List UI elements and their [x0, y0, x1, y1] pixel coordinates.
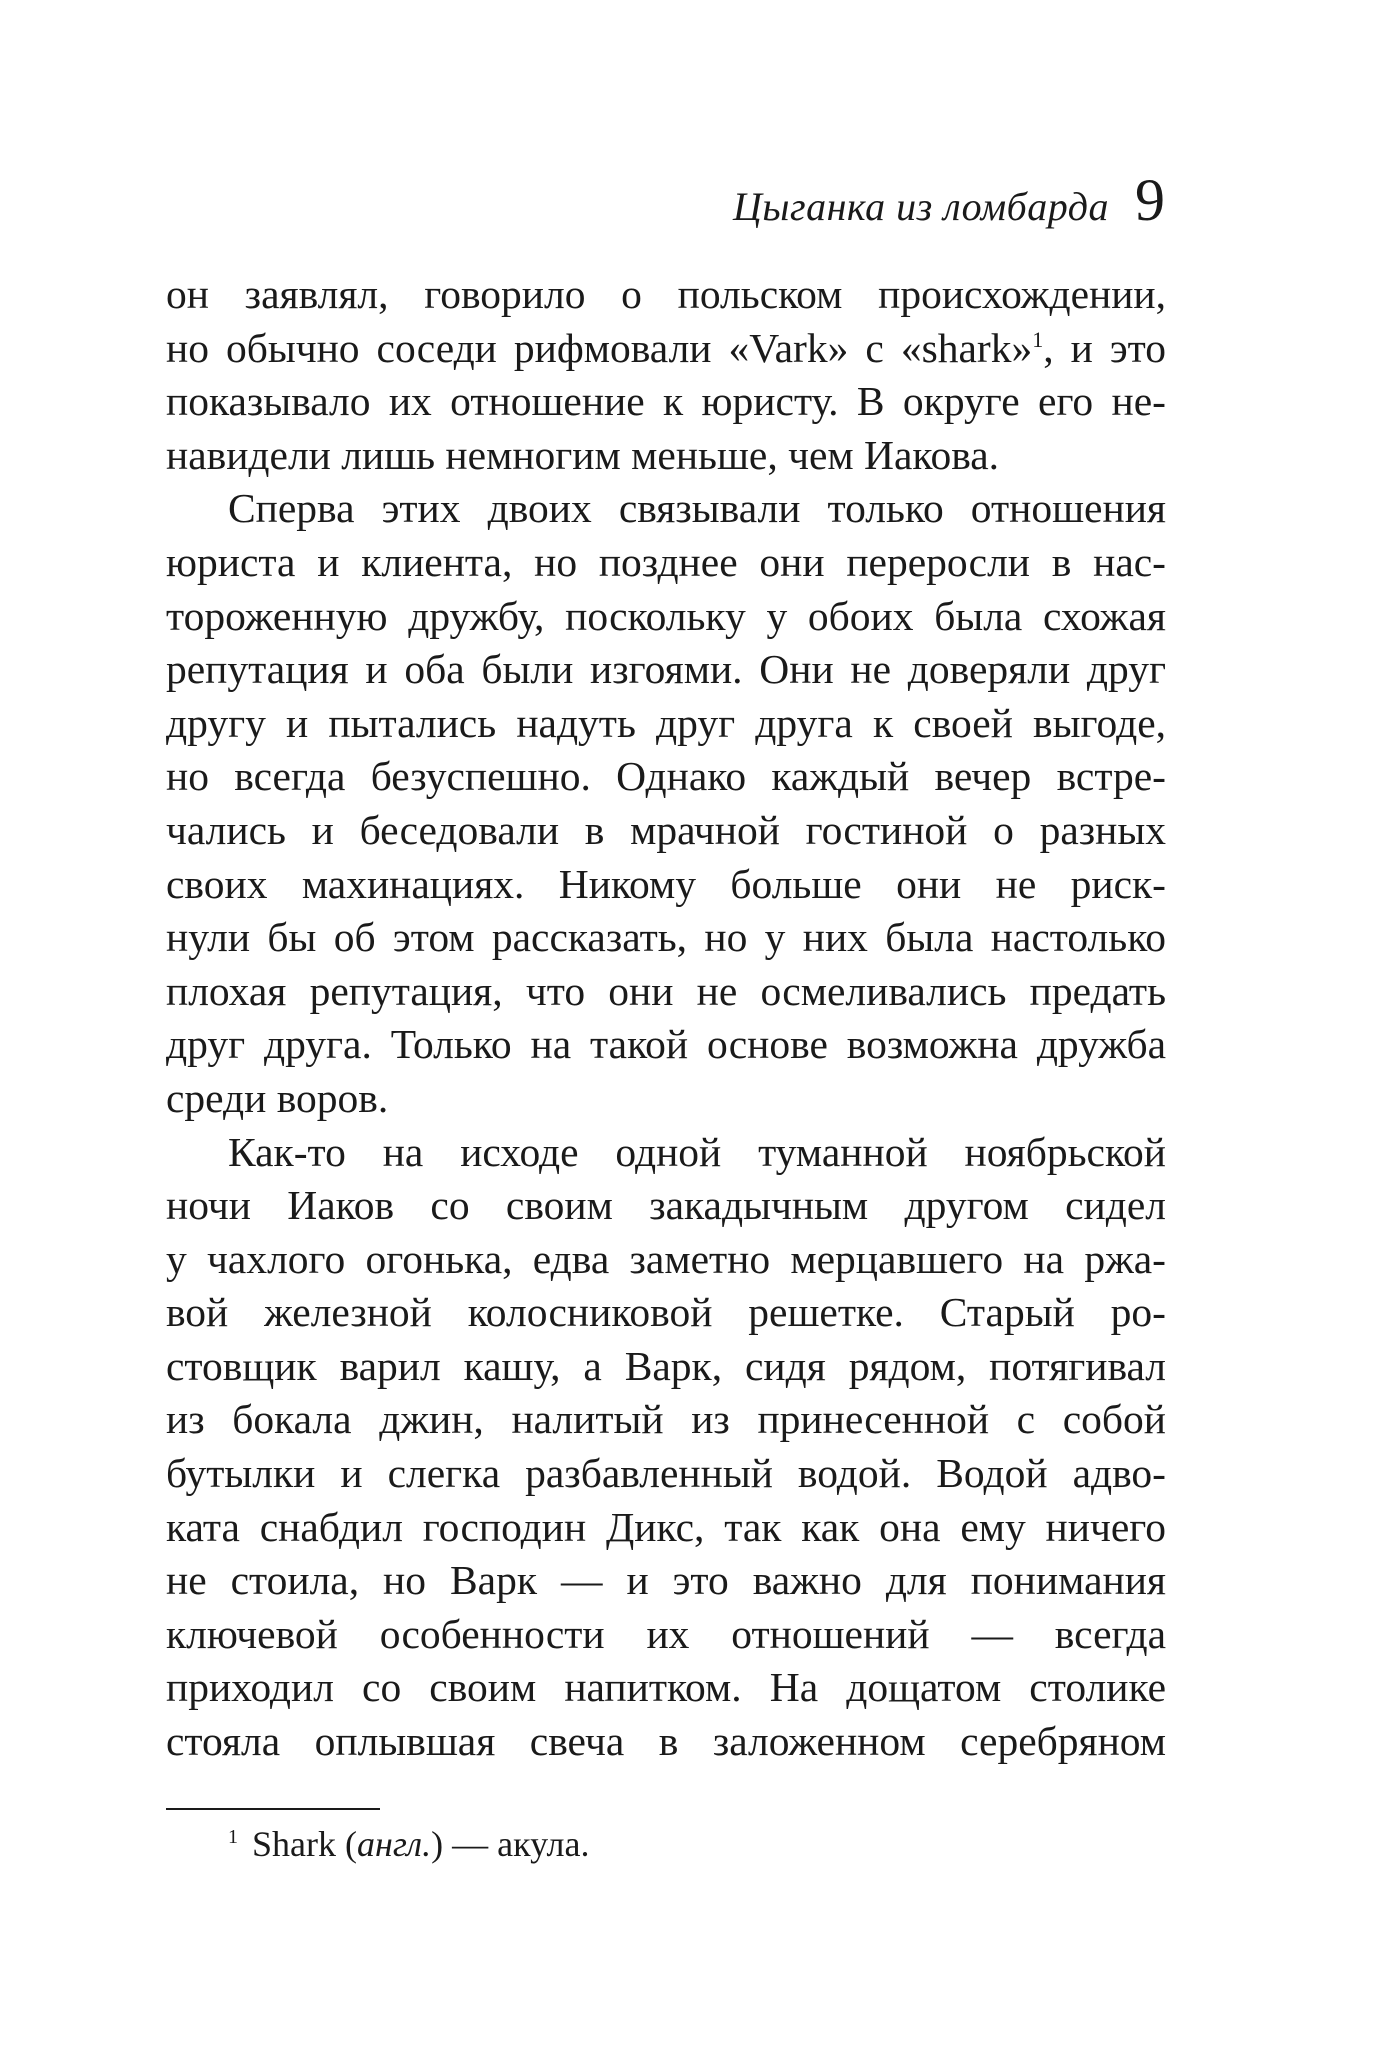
text-line: ката снабдил господин Дикс, так как она ему ничего	[166, 1503, 1166, 1550]
footnote-paren-close: )	[431, 1824, 444, 1864]
text-line: тороженную дружбу, поскольку у обоих была схожая	[166, 592, 1166, 639]
footnote	[228, 1822, 589, 1866]
text-line: стояла оплывшая свеча в заложенном серебряном	[166, 1718, 1166, 1765]
body-text	[166, 268, 1166, 1769]
text-line: не стоила, но Варк — и это важно для понимания	[166, 1557, 1166, 1604]
page-number: 9	[1135, 167, 1165, 233]
text-line: стовщик варил кашу, а Варк, сидя рядом, потягивал	[166, 1342, 1166, 1389]
text-line: бутылки и слегка разбавленный водой. Водой адво-	[166, 1450, 1166, 1497]
footnote-word: Shark	[252, 1824, 336, 1864]
text-line: своих махинациях. Никому больше они не риск-	[166, 860, 1166, 907]
text-line: он заявлял, говорило о польском происхождении,	[166, 271, 1166, 317]
footnote-divider	[166, 1808, 380, 1810]
text-fragment: , и это	[1043, 324, 1166, 371]
text-line: показывало их отношение к юристу. В округе его не-	[166, 378, 1166, 425]
text-line: чались и беседовали в мрачной гостиной о разных	[166, 806, 1166, 853]
text-line: у чахлого огонька, едва заметно мерцавшего на ржа-	[166, 1235, 1166, 1282]
footnote-mark: 1	[228, 1826, 238, 1848]
text-line: Сперва этих двоих связывали только отношения	[228, 485, 1166, 532]
text-line	[166, 322, 1166, 376]
running-title: Цыганка из ломбарда	[732, 184, 1109, 229]
text-line: среди воров.	[166, 1074, 389, 1121]
text-line: но всегда безуспешно. Однако каждый вечер встре-	[166, 753, 1166, 800]
text-line: юриста и клиента, но позднее они переросли в нас-	[166, 538, 1166, 585]
text-line: ночи Иаков со своим закадычным другом сидел	[166, 1182, 1166, 1229]
text-line: плохая репутация, что они не осмеливались предать	[166, 967, 1166, 1014]
text-fragment: но обычно соседи рифмовали «Vark» с «shark»	[166, 324, 1033, 371]
text-line: другу и пытались надуть друг друга к своей выгоде,	[166, 699, 1166, 746]
text-line: друг друга. Только на такой основе возможна дружба	[166, 1021, 1166, 1068]
running-head	[732, 167, 1165, 233]
text-line: приходил со своим напитком. На дощатом столике	[166, 1664, 1166, 1711]
footnote-reference: 1	[1032, 326, 1044, 352]
text-line: вой железной колосниковой решетке. Старый ро-	[166, 1289, 1166, 1336]
footnote-paren-open: (	[345, 1824, 357, 1864]
text-line: ключевой особенности их отношений — всегда	[166, 1610, 1166, 1657]
footnote-language: англ.	[357, 1824, 432, 1864]
text-line: из бокала джин, налитый из принесенной с собой	[166, 1396, 1166, 1443]
text-line: репутация и оба были изгоями. Они не доверяли друг	[166, 646, 1166, 693]
text-line: Как-то на исходе одной туманной ноябрьской	[228, 1128, 1166, 1175]
text-line: нули бы об этом рассказать, но у них была настолько	[166, 914, 1166, 961]
text-line: навидели лишь немногим меньше, чем Иакова.	[166, 431, 1000, 478]
footnote-definition: — акула.	[443, 1824, 590, 1864]
